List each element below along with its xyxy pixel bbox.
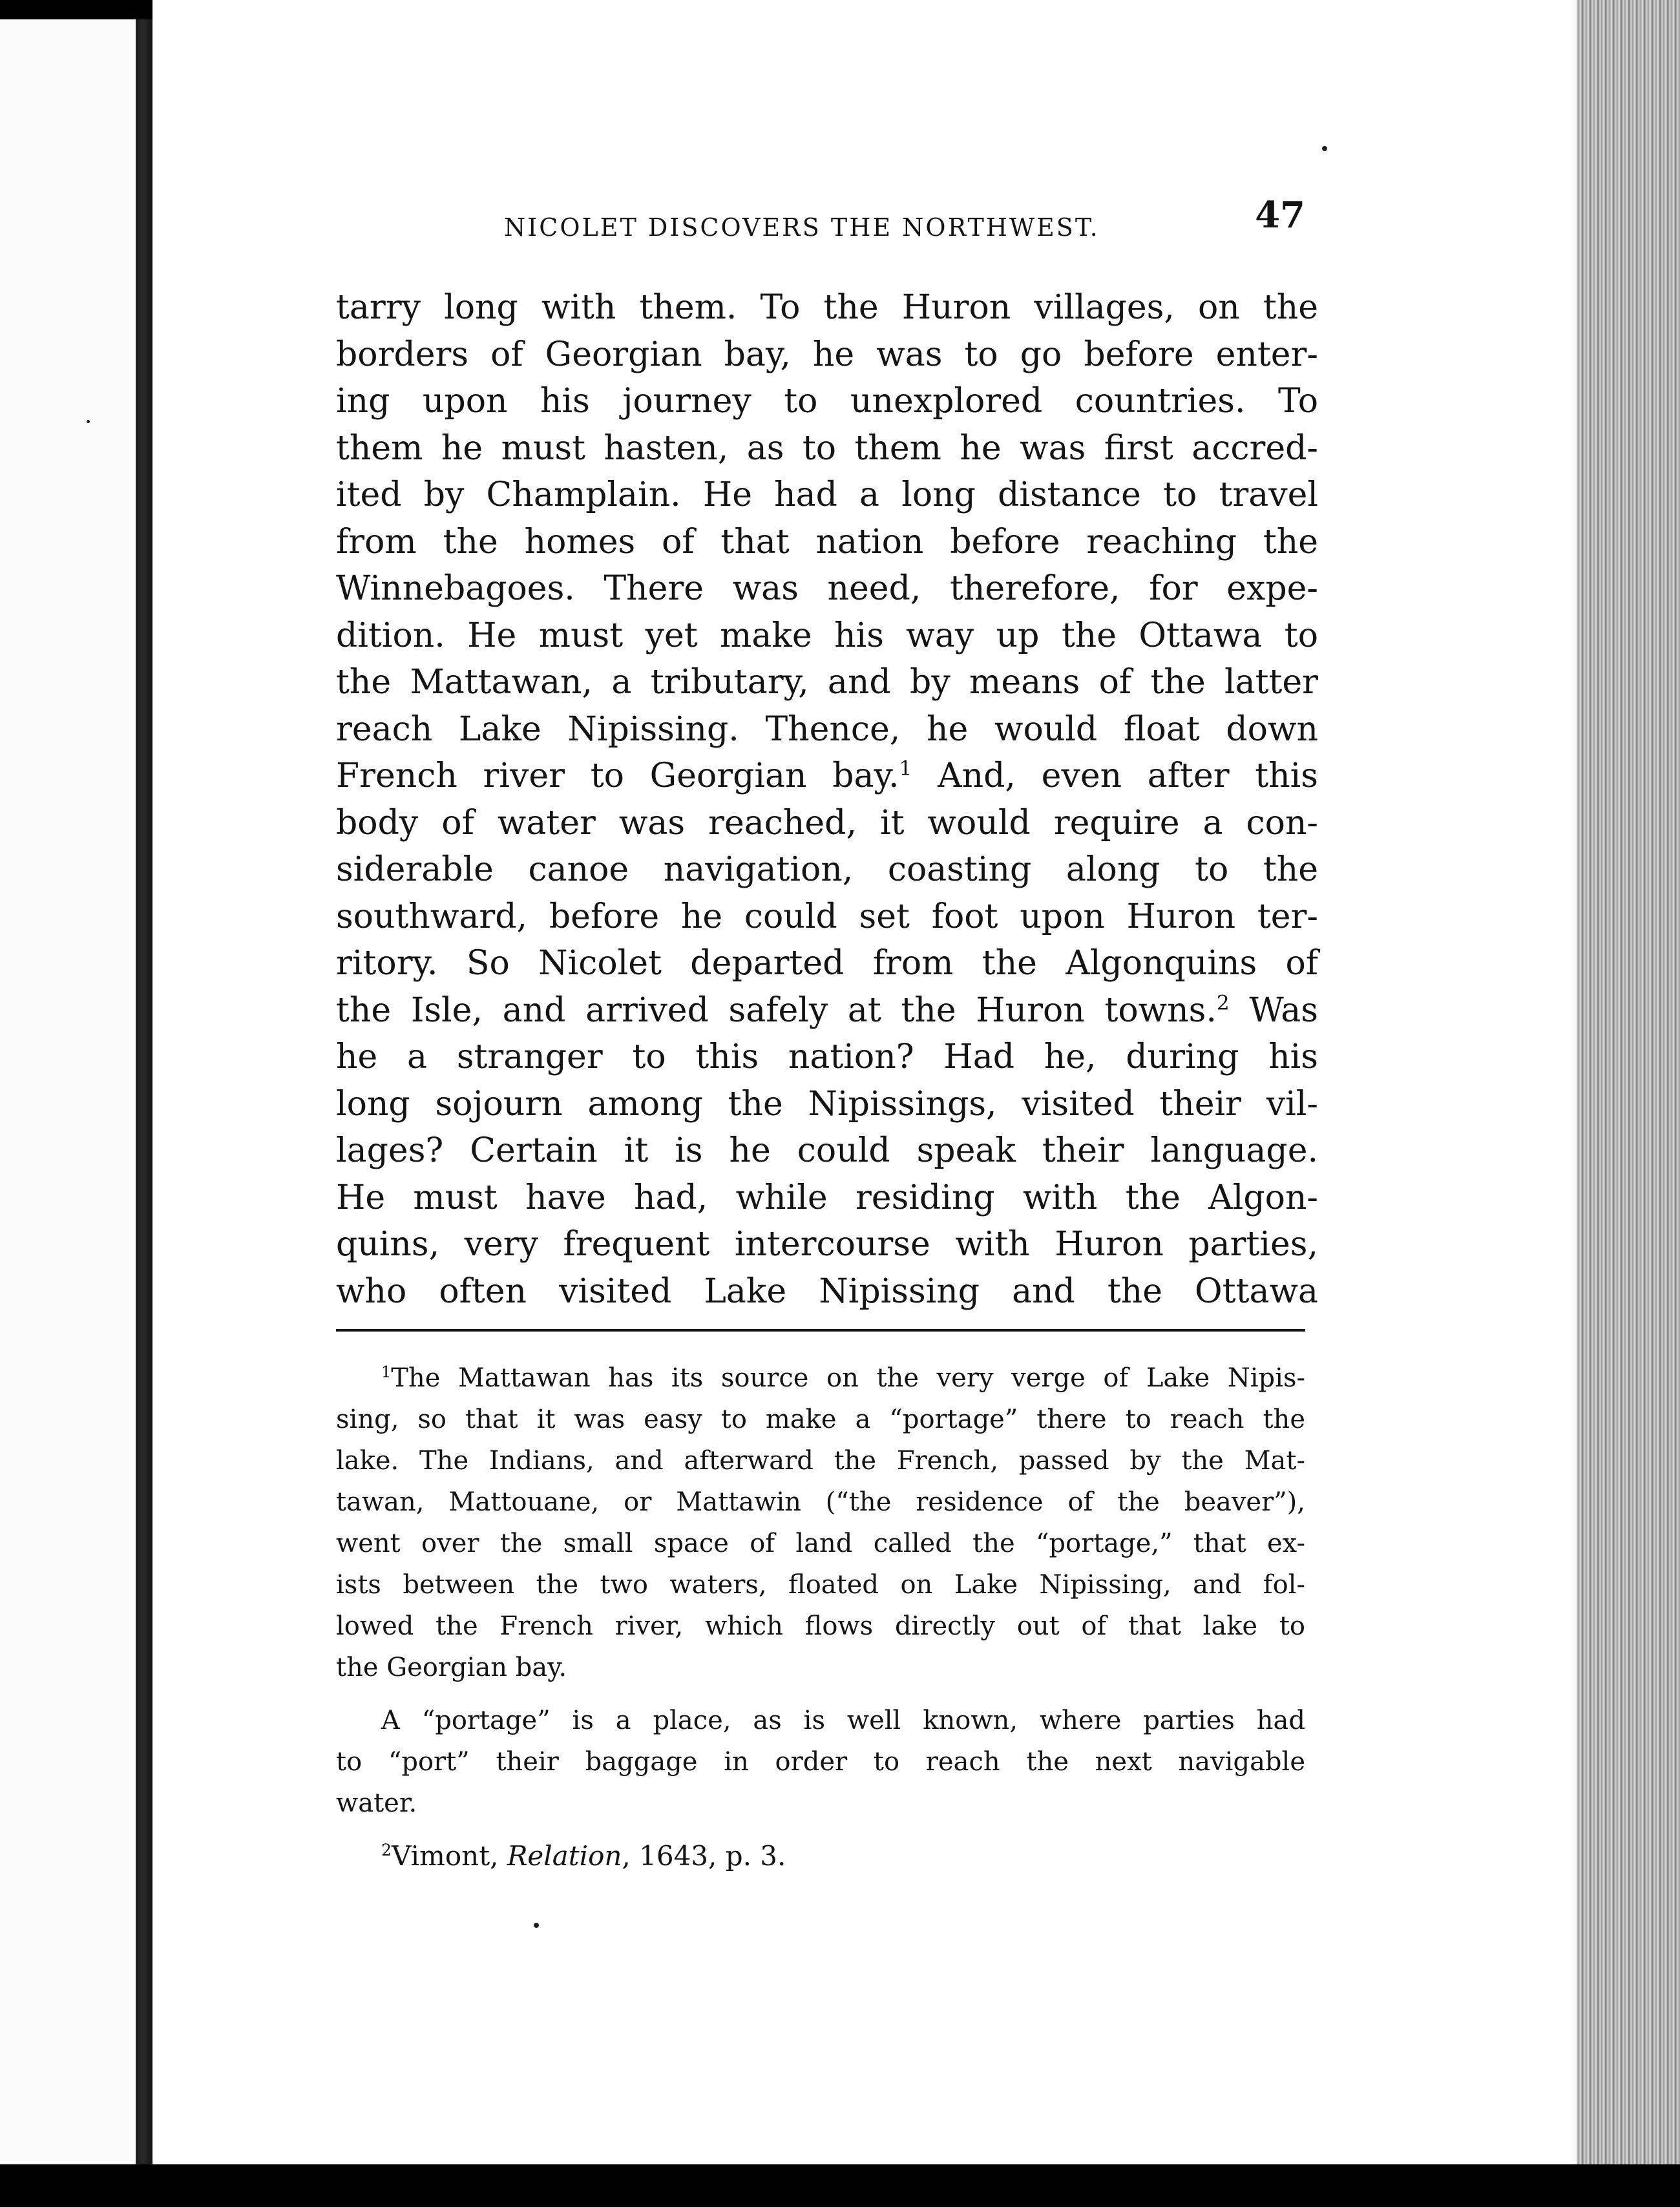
- body-line: ing upon his journey to unexplored countries. To: [336, 382, 1318, 421]
- body-line: Winnebagoes. There was need, therefore, for expe-: [336, 569, 1318, 608]
- body-line: who often visited Lake Nipissing and the Ottawa: [336, 1271, 1318, 1311]
- body-line: dition. He must yet make his way up the Ottawa to: [336, 616, 1318, 655]
- page-number: 47: [1255, 194, 1305, 236]
- footnote-2-citation: , 1643, p. 3.: [622, 1840, 786, 1872]
- footnote-rule: [336, 1329, 1305, 1332]
- body-line: ited by Champlain. He had a long distance to travel: [336, 476, 1318, 514]
- body-line: he a stranger to this nation? Had he, during his: [336, 1038, 1318, 1076]
- body-line-text: Was: [1229, 990, 1318, 1030]
- book-gutter: [136, 19, 154, 2171]
- body-line: siderable canoe navigation, coasting along to the: [336, 850, 1318, 889]
- body-line: He must have had, while residing with the Algon-: [336, 1178, 1318, 1217]
- footnote-1: [336, 1357, 1305, 1688]
- body-text: [336, 284, 1318, 1315]
- left-page-edge: [0, 19, 147, 2171]
- body-line: reach Lake Nipissing. Thence, he would float down: [336, 709, 1318, 749]
- body-line: borders of Georgian bay, he was to go before enter-: [336, 335, 1318, 374]
- scan-bottom-border: [0, 2164, 1680, 2207]
- footnote-line: ists between the two waters, floated on Lake Nipissing, and fol-: [336, 1570, 1305, 1600]
- body-line: lages? Certain it is he could speak their language.: [336, 1131, 1318, 1170]
- running-title: NICOLET DISCOVERS THE NORTHWEST.: [504, 213, 1100, 242]
- footnote-ref-2[interactable]: 2: [1216, 991, 1230, 1015]
- page-stack-edges: [1577, 0, 1680, 2207]
- footnote-line: lake. The Indians, and afterward the French, passed by the Mat-: [336, 1446, 1305, 1476]
- footnote-marker-1: 1: [381, 1363, 392, 1381]
- footnote-line: sing, so that it was easy to make a “portage” there to reach the: [336, 1405, 1305, 1434]
- body-line: body of water was reached, it would require a con-: [336, 803, 1318, 842]
- footnotes: [336, 1357, 1305, 1877]
- footnote-2: [336, 1836, 1305, 1877]
- ink-speck: [87, 420, 90, 423]
- footnote-line: water.: [336, 1788, 417, 1818]
- footnote-1-continued: [336, 1700, 1305, 1824]
- footnote-line: went over the small space of land called the “portage,” that ex-: [336, 1529, 1305, 1558]
- footnote-line: lowed the French river, which flows directly out of that lake to: [336, 1611, 1305, 1641]
- body-line: long sojourn among the Nipissings, visited their vil-: [336, 1084, 1318, 1124]
- footnote-line: to “port” their baggage in order to reach the next navigable: [336, 1747, 1305, 1777]
- page-content: [336, 194, 1318, 1877]
- footnote-2-title: Relation: [507, 1840, 622, 1872]
- footnote-text: The Mattawan has its source on the very verge of Lake Nipis-: [391, 1363, 1305, 1393]
- body-line: ritory. So Nicolet departed from the Algonquins of: [336, 944, 1318, 983]
- ink-speck: [1322, 146, 1327, 151]
- body-line: southward, before he could set foot upon Huron ter-: [336, 897, 1318, 936]
- footnote-line: tawan, Mattouane, or Mattawin (“the residence of the beaver”),: [336, 1487, 1305, 1517]
- footnote-marker-2: 2: [381, 1841, 392, 1859]
- body-line: the Mattawan, a tributary, and by means of the latter: [336, 663, 1318, 702]
- body-line: from the homes of that nation before reaching the: [336, 522, 1318, 561]
- body-line: quins, very frequent intercourse with Huron parties,: [336, 1225, 1318, 1264]
- footnote-line: A “portage” is a place, as is well known, where parties had: [381, 1706, 1305, 1735]
- running-head: [336, 194, 1318, 265]
- footnote-ref-1[interactable]: 1: [899, 757, 912, 780]
- footnote-2-author: Vimont,: [392, 1840, 507, 1872]
- body-line-with-footnote-ref: [336, 753, 1318, 800]
- body-line-text: the Isle, and arrived safely at the Huron towns.: [336, 990, 1217, 1030]
- body-line: them he must hasten, as to them he was first accred-: [336, 428, 1318, 468]
- body-line-with-footnote-ref: [336, 987, 1318, 1034]
- body-line-text: French river to Georgian bay.: [336, 757, 899, 795]
- footnote-line: the Georgian bay.: [336, 1653, 567, 1682]
- footnote-line: [336, 1357, 1305, 1399]
- ink-speck: [534, 1923, 539, 1928]
- body-line-text: And, even after this: [912, 757, 1318, 795]
- body-line: tarry long with them. To the Huron villages, on the: [336, 288, 1318, 327]
